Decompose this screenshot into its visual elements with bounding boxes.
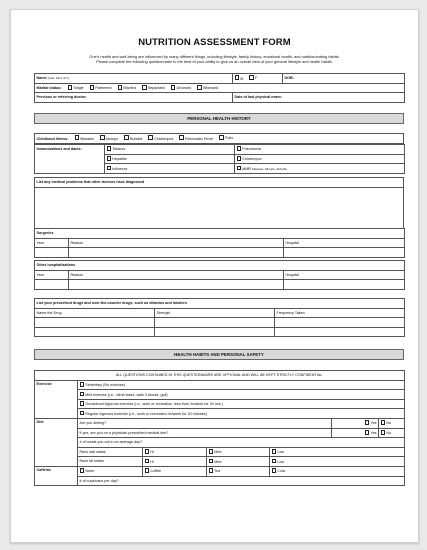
fat-med-checkbox[interactable] (209, 459, 214, 464)
exercise-option-sedentary (78, 380, 405, 390)
caffeine-coffee-label: Coffee (150, 469, 162, 474)
drug-frequency-input-2[interactable] (275, 327, 405, 337)
meals-per-day-field[interactable]: # of meals you eat in an average day? (78, 438, 405, 448)
caffeine-none-cell (78, 466, 143, 476)
sedentary-label: Sedentary (No exercise) (85, 383, 126, 388)
occasional-exercise-label: Occasional vigorous exercise (i.e., work or recreation, less than 4x/week for 30 min.) (85, 402, 224, 407)
mumps-label: Mumps (105, 136, 118, 141)
dob-field[interactable] (283, 74, 405, 84)
rheumatic-fever-label: Rheumatic Fever (185, 136, 214, 141)
hepatitis-label: Hepatitis (112, 157, 127, 162)
hospitalizations-hospital-header: Hospital (284, 270, 405, 280)
surgeries-year-header: Year (35, 238, 69, 248)
drug-strength-input-1[interactable] (155, 318, 275, 328)
pneumonia-checkbox[interactable] (237, 146, 242, 151)
caffeine-cola-label: Cola (277, 469, 285, 474)
hospitalizations-label: Other hospitalizations (35, 261, 405, 271)
hospitalizations-reason-input[interactable] (69, 280, 284, 290)
diet-label: Diet (35, 418, 78, 466)
sex-m-checkbox[interactable] (235, 75, 240, 80)
hepatitis-checkbox[interactable] (107, 156, 112, 161)
medical-diet-question: If yes, are you on a physician prescribed medical diet? (78, 428, 332, 438)
medical-diet-yes-label: Yes (370, 431, 377, 436)
caffeine-tea-label: Tea (214, 469, 221, 474)
marital-label: Marital status: (36, 86, 62, 91)
personal-info-table (34, 73, 405, 103)
medical-diet-yes-cell (332, 428, 379, 438)
childhood-label: Childhood illness: (36, 136, 69, 141)
drug-name-header: Name the Drug (35, 308, 155, 318)
surgeries-year-input[interactable] (35, 248, 69, 258)
caffeine-cola-checkbox[interactable] (272, 468, 277, 473)
influenza-checkbox[interactable] (107, 166, 112, 171)
rheumatic-fever-checkbox[interactable] (179, 135, 184, 140)
salt-med-checkbox[interactable] (209, 449, 214, 454)
childhood-illness-row (35, 134, 404, 144)
salt-low-cell (270, 447, 405, 457)
caffeine-tea-cell (207, 466, 270, 476)
drug-name-input-1[interactable] (35, 318, 155, 328)
exercise-option-mild (78, 390, 405, 400)
salt-hi-label: Hi (150, 450, 154, 455)
marital-single-label: Single (73, 86, 84, 91)
health-habits-table (34, 370, 405, 486)
marital-divorced-label: Divorced (176, 86, 192, 91)
measles-checkbox[interactable] (75, 135, 80, 140)
chickenpox-imm-label: Chickenpox (242, 157, 262, 162)
marital-separated-checkbox[interactable] (142, 85, 147, 90)
drug-frequency-header: Frequency Taken (275, 308, 405, 318)
chickenpox-checkbox[interactable] (148, 135, 153, 140)
caffeine-tea-checkbox[interactable] (209, 468, 214, 473)
drugs-table (34, 298, 405, 337)
medical-problems-area[interactable] (35, 187, 404, 228)
marital-divorced-checkbox[interactable] (171, 85, 176, 90)
fat-intake-label: Rank fat intake (78, 457, 143, 467)
sex-f-label: F (255, 76, 258, 81)
hepatitis-cell (105, 154, 235, 164)
intro-line-1: One's health and well-being are influenced by many different things, including lifestyle, family history, emotional health, and nutrition/eating habits. (89, 54, 340, 59)
mmr-cell (235, 164, 405, 174)
surgeries-hospital-input[interactable] (284, 248, 405, 258)
medical-diet-no-cell (379, 428, 405, 438)
marital-status-row (35, 83, 405, 93)
dieting-yes-checkbox[interactable] (365, 420, 370, 425)
dieting-no-cell (379, 418, 405, 428)
dieting-yes-label: Yes (370, 421, 377, 426)
marital-partnered-label: Partnered (95, 86, 112, 91)
marital-widowed-checkbox[interactable] (197, 85, 202, 90)
salt-low-checkbox[interactable] (272, 449, 277, 454)
medical-diet-no-checkbox[interactable] (381, 430, 386, 435)
fat-med-cell (207, 457, 270, 467)
tetanus-cell (105, 145, 235, 155)
salt-hi-checkbox[interactable] (145, 449, 150, 454)
childhood-illness-table (34, 133, 404, 144)
regular-exercise-label: Regular vigorous exercise (i.e., work or recreation 4x/week for 30 minutes) (85, 412, 207, 417)
name-hint: (Last, First, M.I.) (47, 76, 70, 81)
fat-low-cell (270, 457, 405, 467)
immunizations-label: Immunizations and dates: (35, 145, 105, 174)
polio-checkbox[interactable] (219, 135, 224, 140)
hospitalizations-year-input[interactable] (35, 280, 69, 290)
dieting-question: Are you dieting? (78, 418, 332, 428)
caffeine-cola-cell (270, 466, 405, 476)
dieting-no-label: No (386, 421, 391, 426)
tetanus-label: Tetanus (112, 147, 126, 152)
tetanus-checkbox[interactable] (107, 146, 112, 151)
medical-diet-yes-checkbox[interactable] (365, 430, 370, 435)
drug-name-input-2[interactable] (35, 327, 155, 337)
fat-med-label: Med (214, 460, 222, 465)
chickenpox-label: Chickenpox (154, 136, 174, 141)
rubella-checkbox[interactable] (124, 135, 129, 140)
mmr-label: MMR (242, 166, 252, 171)
drug-frequency-input-1[interactable] (275, 318, 405, 328)
caffeine-none-checkbox[interactable] (80, 468, 85, 473)
sedentary-checkbox[interactable] (80, 382, 85, 387)
exercise-label: Exercise (35, 380, 78, 418)
mmr-note: Measles, Mumps, Rubella (252, 166, 287, 171)
fat-low-checkbox[interactable] (272, 459, 277, 464)
caffeine-coffee-cell (143, 466, 207, 476)
cups-per-day-field[interactable]: # of cups/cans per day? (78, 476, 405, 486)
caffeine-label: Caffeine (35, 466, 78, 485)
last-exam-field[interactable]: Date of last physical exam: (233, 93, 405, 103)
regular-exercise-checkbox[interactable] (80, 411, 85, 416)
sex-m-label: M (240, 76, 244, 81)
fat-low-label: Low (277, 460, 285, 465)
salt-med-cell (207, 447, 270, 457)
occasional-exercise-checkbox[interactable] (80, 401, 85, 406)
immunizations-table (34, 144, 405, 174)
health-habits-header: HEALTH HABITS AND PERSONAL SAFETY (34, 349, 404, 360)
habits-confidential-note: ALL QUESTIONS CONTAINED IN THIS QUESTIONNAIRE ARE OPTIONAL AND WILL BE KEPT STRICTLY CONFIDENTIAL. (35, 371, 405, 381)
polio-label: Polio (225, 136, 234, 141)
mild-exercise-label: Mild exercise (i.e., climb stairs, walk 3 blocks, golf) (85, 392, 168, 397)
marital-single-checkbox[interactable] (68, 85, 73, 90)
name-field[interactable] (35, 74, 233, 84)
salt-hi-cell (143, 447, 207, 457)
influenza-cell (105, 164, 235, 174)
sex-f-checkbox[interactable] (249, 75, 254, 80)
hospitalizations-hospital-input[interactable] (284, 280, 405, 290)
hospitalizations-table (34, 260, 405, 290)
fat-hi-label: Hi (150, 460, 154, 465)
intro-text (33, 54, 396, 64)
surgeries-table (34, 228, 405, 258)
influenza-label: Influenza (112, 166, 128, 171)
salt-med-label: Med (214, 450, 222, 455)
exercise-option-occasional (78, 399, 405, 409)
mumps-checkbox[interactable] (100, 135, 105, 140)
medical-diet-no-label: No (386, 431, 391, 436)
drugs-label: List your prescribed drugs and over-the-counter drugs, such as vitamins and inhalers (35, 299, 405, 309)
drug-strength-header: Strength (155, 308, 275, 318)
pneumonia-label: Pneumonia (242, 147, 261, 152)
intro-line-2: Please complete the following questionnaire to the best of your ability to give us an overall view of your general lifestyle and health habits. (96, 59, 333, 65)
surgeries-reason-input[interactable] (69, 248, 284, 258)
mmr-checkbox[interactable] (237, 166, 242, 171)
dob-label: DOB: (284, 76, 294, 81)
pneumonia-cell (235, 145, 405, 155)
caffeine-none-label: None (85, 469, 95, 474)
surgeries-hospital-header: Hospital (284, 238, 405, 248)
name-label: Name (36, 76, 47, 81)
chickenpox-imm-cell (235, 154, 405, 164)
sex-field (233, 74, 283, 84)
hospitalizations-year-header: Year (35, 270, 69, 280)
marital-partnered-checkbox[interactable] (90, 85, 95, 90)
medical-problems-label: List any medical problems that other doctors have diagnosed (35, 178, 404, 188)
fat-hi-cell (143, 457, 207, 467)
mild-exercise-checkbox[interactable] (80, 392, 85, 397)
dieting-yes-cell (332, 418, 379, 428)
surgeries-label: Surgeries (35, 229, 405, 239)
caffeine-coffee-checkbox[interactable] (145, 468, 150, 473)
rubella-label: Rubella (129, 136, 143, 141)
surgeries-reason-header: Reason (69, 238, 284, 248)
marital-separated-label: Separated (147, 86, 165, 91)
measles-label: Measles (80, 136, 95, 141)
salt-intake-label: Rank salt intake (78, 447, 143, 457)
hospitalizations-reason-header: Reason (69, 270, 284, 280)
marital-married-label: Married (123, 86, 136, 91)
salt-low-label: Low (277, 450, 285, 455)
drug-strength-input-2[interactable] (155, 327, 275, 337)
marital-widowed-label: Widowed (202, 86, 219, 91)
chickenpox-imm-checkbox[interactable] (237, 156, 242, 161)
fat-hi-checkbox[interactable] (145, 459, 150, 464)
exercise-option-regular (78, 409, 405, 419)
marital-married-checkbox[interactable] (118, 85, 123, 90)
medical-problems-table (34, 177, 404, 229)
form-title: NUTRITION ASSESSMENT FORM (138, 37, 291, 48)
referring-doctor-field[interactable]: Previous or referring doctor: (35, 93, 233, 103)
personal-history-header: PERSONAL HEALTH HISTORY (34, 113, 404, 124)
form-page (10, 9, 419, 543)
dieting-no-checkbox[interactable] (381, 420, 386, 425)
